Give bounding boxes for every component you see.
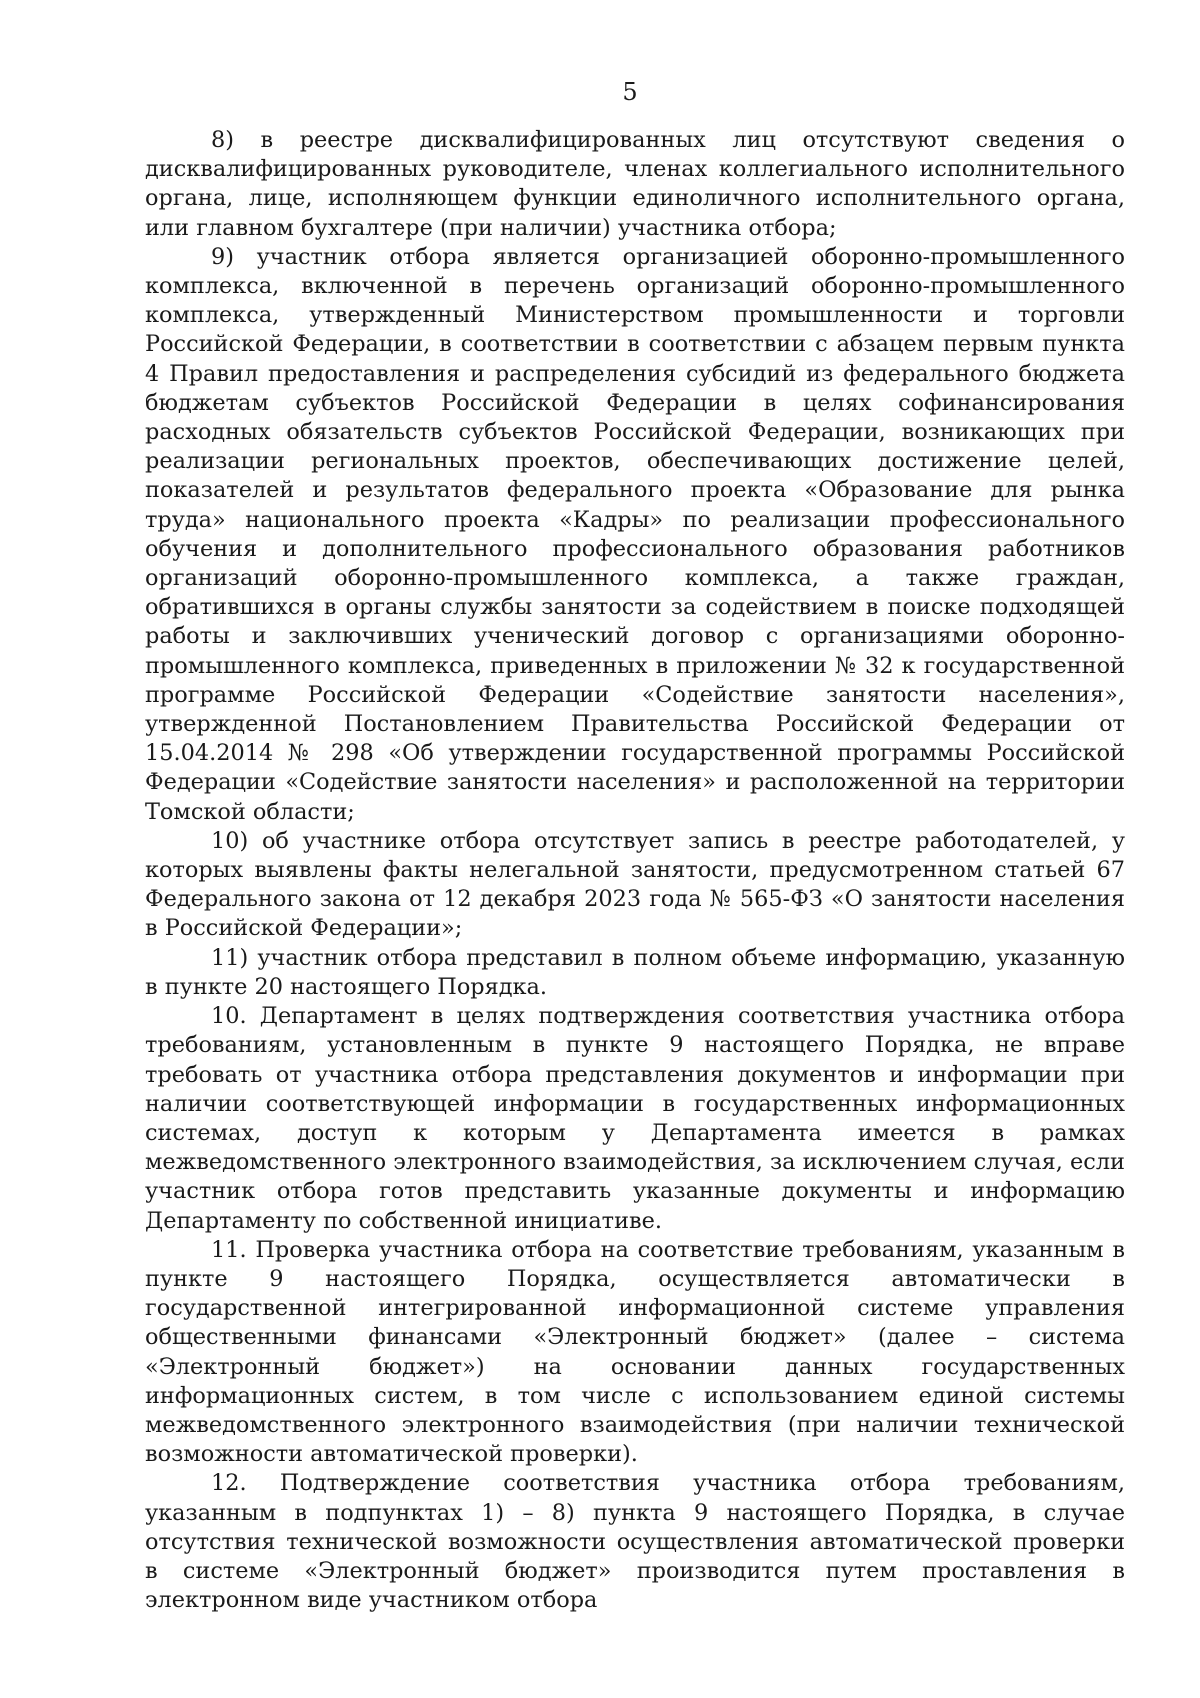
paragraph-item-10: 10) об участнике отбора отсутствует запись в реестре работодателей, у которых выявлены факты нелегальной занятости, предусмотренном статьей 67 Федерального закона от 12 декабря 2023 года № 565-ФЗ «О занятости населения в Российской Федерации»; [145,827,1125,942]
document-body [145,126,1125,1615]
paragraph-clause-12: 12. Подтверждение соответствия участника отбора требованиям, указанным в подпунктах 1) – 8) пункта 9 настоящего Порядка, в случае отсутствия технической возможности осуществления автоматической проверки в системе «Электронный бюджет» производится путем проставления в электронном виде участником отбора [145,1470,1125,1614]
page-number: 5 [622,78,638,106]
paragraph-clause-11: 11. Проверка участника отбора на соответствие требованиям, указанным в пункте 9 настоящего Порядка, осуществляется автоматически в государственной интегрированной информационной системе управления общественными финансами «Электронный бюджет» (далее – система «Электронный бюджет») на основании данных государственных информационных систем, в том числе с использованием единой системы межведомственного электронного взаимодействия (при наличии технической возможности автоматической проверки). [145,1236,1125,1468]
paragraph-clause-10: 10. Департамент в целях подтверждения соответствия участника отбора требованиям, установленным в пункте 9 настоящего Порядка, не вправе требовать от участника отбора представления документов и информации при наличии соответствующей информации в государственных информационных системах, доступ к которым у Департамента имеется в рамках межведомственного электронного взаимодействия, за исключением случая, если участник отбора готов представить указанные документы и информацию Департаменту по собственной инициативе. [145,1003,1125,1234]
paragraph-item-9: 9) участник отбора является организацией оборонно-промышленного комплекса, включенной в перечень организаций оборонно-промышленного комплекса, утвержденный Министерством промышленности и торговли Российской Федерации, в соответствии в соответствии с абзацем первым пункта 4 Правил предоставления и распределения субсидий из федерального бюджета бюджетам субъектов Российской Федерации в целях софинансирования расходных обязательств субъектов Российской Федерации, возникающих при реализации региональных проектов, обеспечивающих достижение целей, показателей и результатов федерального проекта «Образование для рынка труда» национального проекта «Кадры» по реализации профессионального обучения и дополнительного профессионального образования работников организаций оборонно-промышленного комплекса, а также граждан, обратившихся в органы службы занятости за содействием в поиске подходящей работы и заключивших ученический договор с организациями оборонно-промышленного комплекса, приведенных в приложении № 32 к государственной программе Российской Федерации «Содействие занятости населения», утвержденной Постановлением Правительства Российской Федерации от 15.04.2014 № 298 «Об утверждении государственной программы Российской Федерации «Содействие занятости населения» и расположенной на территории Томской области; [145,243,1125,825]
paragraph-item-8: 8) в реестре дисквалифицированных лиц отсутствуют сведения о дисквалифицированных руководителе, членах коллегиального исполнительного органа, лице, исполняющем функции единоличного исполнительного органа, или главном бухгалтере (при наличии) участника отбора; [145,127,1125,241]
paragraph-item-11: 11) участник отбора представил в полном объеме информацию, указанную в пункте 20 настоящего Порядка. [145,944,1125,1000]
